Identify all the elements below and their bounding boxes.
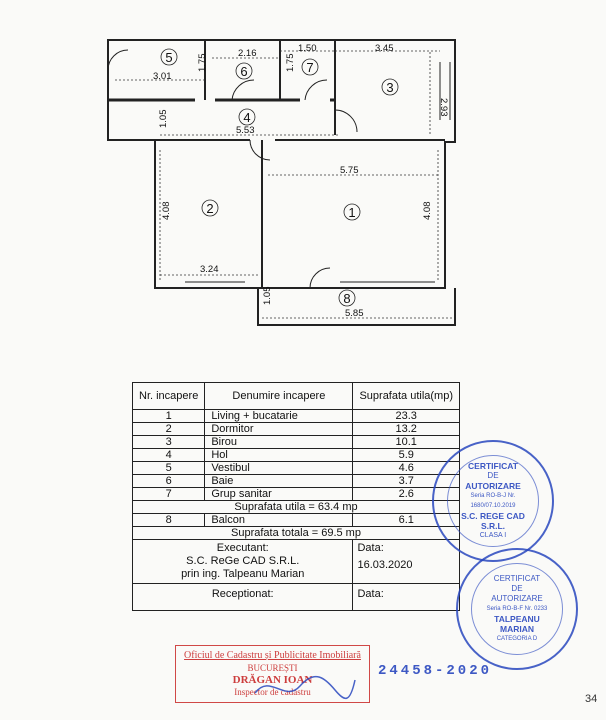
stamp-text: AUTORIZARE — [491, 593, 543, 603]
balcony-outline — [258, 288, 455, 325]
entrance-door — [108, 40, 128, 75]
room-number: 6 — [240, 64, 248, 79]
stamp-text: Seria RO-B-J Nr. 1680/07.10.2019 — [470, 492, 516, 509]
dim-label: 1.50 — [298, 43, 317, 54]
row-area: 13.2 — [353, 423, 460, 436]
registration-number-stamp: 24458-2020 — [378, 663, 493, 679]
table-row — [133, 462, 460, 475]
stamp-text: CLASA I — [479, 531, 507, 539]
ocpi-inspector-name: DRĂGAN IOAN — [232, 674, 313, 686]
dim-label: 3.24 — [200, 264, 219, 275]
row-nr: 6 — [133, 475, 205, 488]
row-area: 5.9 — [353, 449, 460, 462]
table-row — [133, 410, 460, 423]
header-denumire: Denumire incapere — [205, 383, 353, 410]
executant-row — [133, 540, 460, 584]
row-nr: 4 — [133, 449, 205, 462]
dim-label: 1.05 — [158, 109, 169, 128]
table-row — [133, 423, 460, 436]
ocpi-inspector-title: Inspector de cadastru — [234, 687, 311, 697]
stamp-text: CERTIFICAT — [493, 573, 541, 583]
date-label: Data: — [357, 542, 384, 554]
row-name: Baie — [205, 475, 353, 488]
dim-label: 5.85 — [345, 308, 364, 319]
authorization-stamp-company — [432, 440, 554, 562]
row-nr: 5 — [133, 462, 205, 475]
row-nr: 1 — [133, 410, 205, 423]
dim-label: 1.75 — [285, 53, 296, 72]
executant-company: S.C. ReGe CAD S.R.L. — [186, 555, 300, 567]
row-name: Dormitor — [205, 423, 353, 436]
ocpi-city: BUCUREȘTI — [247, 663, 298, 673]
authorization-stamp-person — [456, 548, 578, 670]
date-value: 16.03.2020 — [357, 559, 413, 571]
stamp-text: S.C. REGE CAD S.R.L. — [461, 510, 525, 531]
table-header-row — [133, 383, 460, 410]
stamp-text: Seria RO-B-F Nr. 0233 — [486, 605, 548, 612]
row-nr: 3 — [133, 436, 205, 449]
room-number: 7 — [306, 60, 314, 75]
door-bedroom — [250, 140, 270, 160]
room-number: 1 — [348, 205, 356, 220]
dim-label: 2.93 — [438, 98, 449, 117]
table-row — [133, 514, 460, 527]
row-name: Hol — [205, 449, 353, 462]
row-area: 4.6 — [353, 462, 460, 475]
dim-label: 5.53 — [236, 125, 255, 136]
stamp-text: AUTORIZARE — [465, 480, 521, 491]
executant-label: Executant: — [216, 542, 269, 554]
row-name: Birou — [205, 436, 353, 449]
row-nr: 8 — [133, 514, 205, 527]
room-number: 5 — [165, 50, 173, 65]
room-number: 4 — [243, 110, 251, 125]
row-area: 6.1 — [353, 514, 460, 527]
ocpi-office: Oficiul de Cadastru și Publicitate Imobiliară — [184, 650, 361, 661]
door-bath — [232, 80, 254, 100]
door-wc — [305, 80, 327, 100]
door-office — [335, 110, 357, 132]
stamp-text: CATEGORIA D — [496, 635, 538, 642]
header-nr: Nr. incapere — [133, 383, 205, 410]
executant-cell — [133, 540, 353, 584]
dim-label: 2.16 — [238, 48, 257, 59]
row-name: Vestibul — [205, 462, 353, 475]
stamp-text: TALPEANU — [494, 613, 540, 624]
row-nr: 2 — [133, 423, 205, 436]
stamp-text: CERTIFICAT — [468, 460, 518, 471]
table-row — [133, 475, 460, 488]
row-name: Living + bucatarie — [205, 410, 353, 423]
date-label-2: Data: — [353, 584, 460, 611]
dim-label: 4.08 — [422, 201, 433, 220]
subtotal-row — [133, 501, 460, 514]
suprafata-utila: Suprafata utila = 63.4 mp — [133, 501, 460, 514]
dim-label: 3.01 — [153, 71, 172, 82]
row-name: Grup sanitar — [205, 488, 353, 501]
receptionat-label: Receptionat: — [133, 584, 353, 611]
row-nr: 7 — [133, 488, 205, 501]
signature — [250, 668, 360, 708]
row-area: 3.7 — [353, 475, 460, 488]
page-number: 34 — [585, 693, 598, 705]
door-balcony — [310, 268, 330, 288]
header-suprafata: Suprafata utila(mp) — [353, 383, 460, 410]
dim-label: 1.75 — [197, 53, 208, 72]
row-area: 23.3 — [353, 410, 460, 423]
suprafata-totala: Suprafata totala = 69.5 mp — [133, 527, 460, 540]
receptionat-row — [133, 584, 460, 611]
row-name: Balcon — [205, 514, 353, 527]
room-number: 2 — [206, 201, 214, 216]
partition-walls — [205, 40, 335, 135]
table-row — [133, 436, 460, 449]
room-number: 3 — [386, 80, 394, 95]
room-number: 8 — [343, 291, 351, 306]
stamp-inner — [471, 563, 563, 655]
total-row — [133, 527, 460, 540]
stamp-text: DE — [511, 583, 523, 593]
table-row — [133, 449, 460, 462]
dim-label: 1.05 — [262, 286, 273, 305]
executant-person: prin ing. Talpeanu Marian — [181, 568, 305, 580]
rooms-table — [132, 382, 460, 611]
row-area: 2.6 — [353, 488, 460, 501]
dim-label: 5.75 — [340, 165, 359, 176]
dim-label: 4.08 — [161, 201, 172, 220]
row-area: 10.1 — [353, 436, 460, 449]
stamp-text: DE — [487, 470, 499, 480]
dim-label: 3.45 — [375, 43, 394, 54]
stamp-text: MARIAN — [499, 623, 534, 634]
stamp-inner — [447, 455, 539, 547]
date-cell — [353, 540, 460, 584]
table-row — [133, 488, 460, 501]
